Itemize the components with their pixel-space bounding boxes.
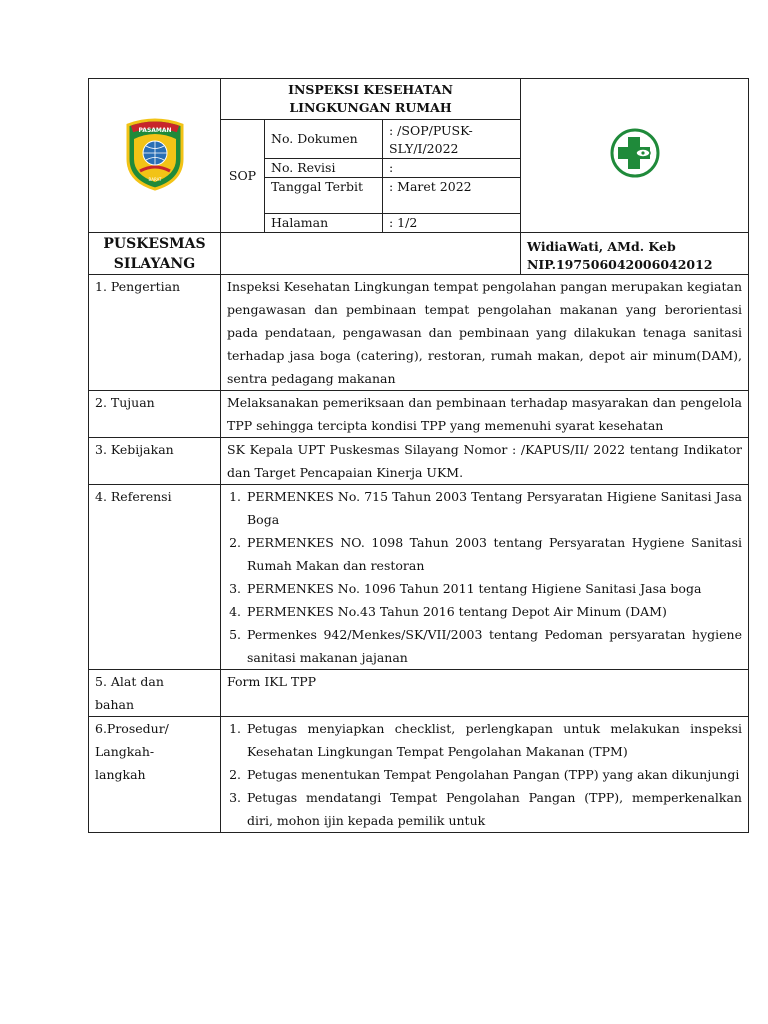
- tujuan-text: Melaksanakan pemeriksaan dan pembinaan terhadap masyarakan dan pengelola TPP sehingga tercipta kondisi TPP yang memenuhi syarat kesehatan: [221, 391, 749, 438]
- halaman-label: Halaman: [265, 214, 383, 233]
- sop-header-table: [88, 78, 749, 233]
- document-title: INSPEKSI KESEHATAN LINGKUNGAN RUMAH: [221, 79, 521, 120]
- list-item: 5. Permenkes 942/Menkes/SK/VII/2003 tentang Pedoman persyaratan hygiene sanitasi makanan jajanan: [245, 623, 742, 669]
- sop-label: SOP: [221, 120, 265, 233]
- no-revisi-value: :: [383, 159, 521, 178]
- sop-document: [88, 78, 748, 833]
- svg-text:PASAMAN: PASAMAN: [137, 127, 172, 134]
- prosedur-list: [221, 717, 749, 833]
- list-item: 2. Petugas menentukan Tempat Pengolahan Pangan (TPP) yang akan dikunjungi: [245, 763, 742, 786]
- puskesmas-logo-icon: [609, 127, 661, 179]
- signer-nip: NIP.197506042006042012: [527, 256, 713, 272]
- kebijakan-label: 3. Kebijakan: [89, 438, 221, 485]
- list-item: 1. Petugas menyiapkan checklist, perlengkapan untuk melakukan inspeksi Kesehatan Lingkungan Tempat Pengolahan Makanan (TPM): [245, 717, 742, 763]
- regency-logo-cell: [89, 79, 221, 233]
- no-dokumen-value: : /SOP/PUSK-SLY/I/2022: [383, 120, 521, 159]
- alat-bahan-label: 5. Alat dan bahan: [89, 670, 221, 717]
- list-item: 1. PERMENKES No. 715 Tahun 2003 Tentang Persyaratan Higiene Sanitasi Jasa Boga: [245, 485, 742, 531]
- pengertian-text: Inspeksi Kesehatan Lingkungan tempat pengolahan pangan merupakan kegiatan pengawasan dan pembinaan tempat pengolahan makanan yang berorientasi pada pendataan, pengawasan dan pembinaan yang dilakukan tenaga sanitasi terhadap jasa boga (catering), restoran, rumah makan, depot air minum(DAM), sentra pedagang makanan: [221, 275, 749, 391]
- alat-bahan-text: Form IKL TPP: [221, 670, 749, 717]
- list-item: 3. Petugas mendatangi Tempat Pengolahan Pangan (TPP), memperkenalkan diri, mohon ijin kepada pemilik untuk: [245, 786, 742, 832]
- pasaman-barat-logo-icon: [120, 115, 190, 191]
- halaman-value: : 1/2: [383, 214, 521, 233]
- no-dokumen-label: No. Dokumen: [265, 120, 383, 159]
- list-item: 2. PERMENKES NO. 1098 Tahun 2003 tentang Persyaratan Hygiene Sanitasi Rumah Makan dan restoran: [245, 531, 742, 577]
- kebijakan-text: SK Kepala UPT Puskesmas Silayang Nomor : /KAPUS/II/ 2022 tentang Indikator dan Target Pencapaian Kinerja UKM.: [221, 438, 749, 485]
- referensi-list: [221, 485, 749, 670]
- organization-name: PUSKESMAS SILAYANG: [89, 233, 221, 275]
- tujuan-label: 2. Tujuan: [89, 391, 221, 438]
- list-item: 4. PERMENKES No.43 Tahun 2016 tentang Depot Air Minum (DAM): [245, 600, 742, 623]
- pengertian-label: 1. Pengertian: [89, 275, 221, 391]
- blank-cell: [221, 233, 521, 275]
- sop-content-table: [88, 274, 749, 833]
- no-revisi-label: No. Revisi: [265, 159, 383, 178]
- sop-body-table: [88, 232, 749, 275]
- prosedur-label: 6.Prosedur/ Langkah- langkah: [89, 717, 221, 833]
- svg-text:BARAT: BARAT: [148, 177, 161, 182]
- puskesmas-logo-cell: [521, 79, 749, 233]
- tanggal-terbit-label: Tanggal Terbit: [265, 178, 383, 214]
- signer-name: WidiaWati, AMd. Keb: [527, 238, 676, 254]
- referensi-label: 4. Referensi: [89, 485, 221, 670]
- tanggal-terbit-value: : Maret 2022: [383, 178, 521, 214]
- list-item: 3. PERMENKES No. 1096 Tahun 2011 tentang Higiene Sanitasi Jasa boga: [245, 577, 742, 600]
- signature-block: [521, 233, 749, 275]
